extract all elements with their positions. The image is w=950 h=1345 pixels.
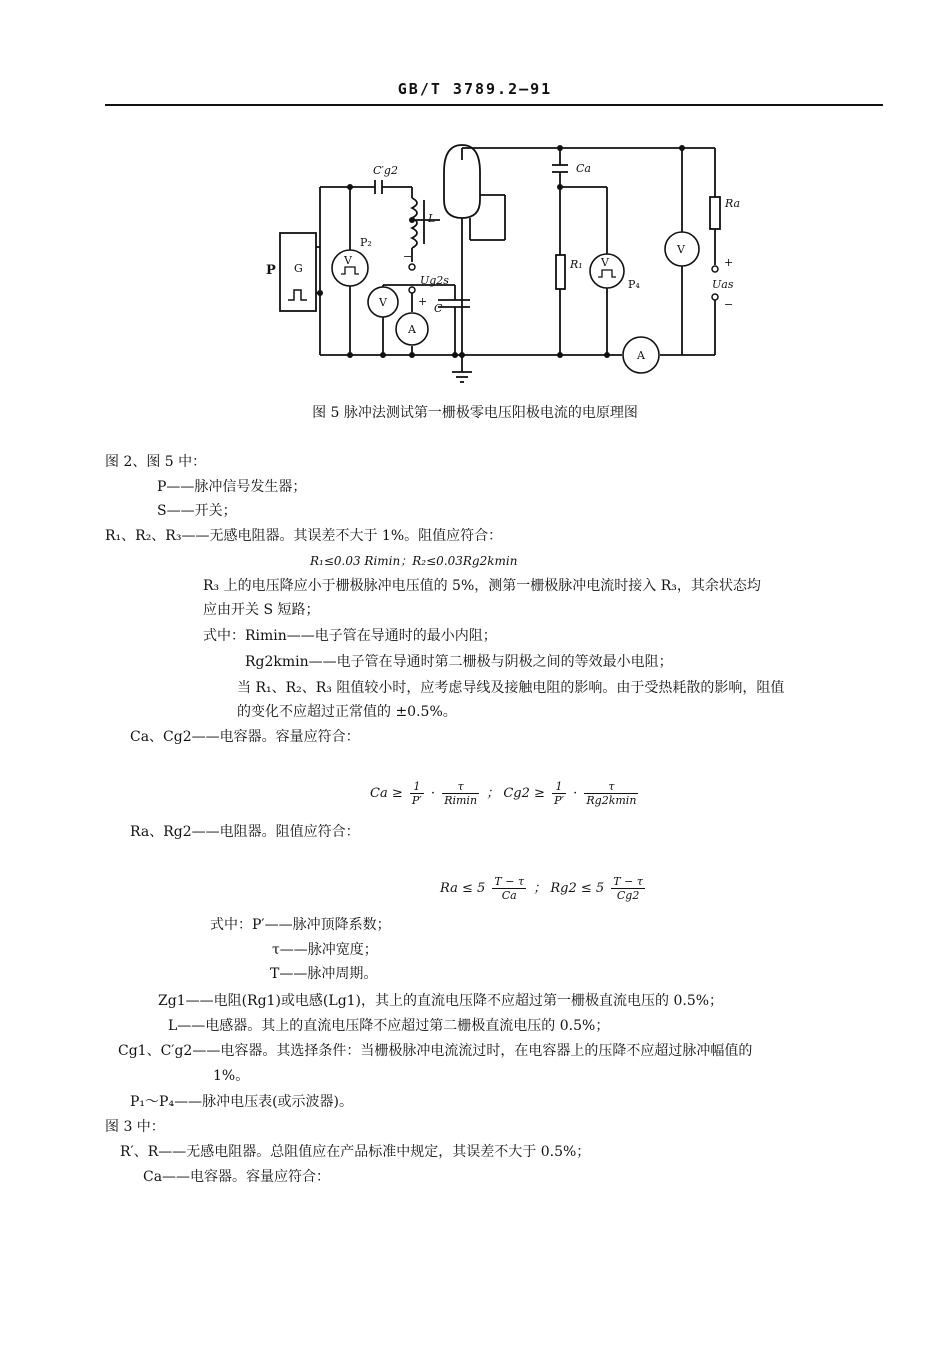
text-line: 式中：P′——脉冲顶降系数； (210, 917, 391, 933)
ug2s-label: Ug2s (420, 274, 449, 287)
v-label-g2: V (379, 296, 387, 309)
fraction-numerator: τ (442, 780, 479, 794)
figure-caption: 图 5 脉冲法测试第一栅极零电压阳极电流的电原理图 (312, 405, 638, 421)
text-line: R′、R——无感电阻器。总阻值应在产品标准中规定，其误差不大于 0.5%； (120, 1144, 591, 1160)
text-line: S——开关； (157, 503, 237, 519)
a-label-anode: A (637, 349, 645, 362)
v-label-p4: V (601, 256, 609, 269)
text-line: 当 R₁、R₂、R₃ 阻值较小时，应考虑导线及接触电阻的影响。由于受热耗散的影响，阻值 (237, 680, 785, 696)
fraction-numerator: τ (584, 780, 638, 794)
a-label-g2: A (408, 323, 416, 336)
cg2-label: C′g2 (373, 164, 398, 177)
text-line: R₃ 上的电压降应小于栅极脉冲电压值的 5%，测第一栅极脉冲电流时接入 R₃，其余状态均 (203, 578, 761, 594)
minus-ug2s: − (403, 250, 413, 263)
text-line: Zg1——电阻(Rg1)或电感(Lg1)，其上的直流电压降不应超过第一栅极直流电压的 0.5%； (158, 993, 724, 1009)
r1-label: R₁ (570, 258, 583, 271)
formula-resistance (440, 875, 648, 902)
v-label-a: V (677, 243, 685, 256)
text-line: τ——脉冲宽度； (272, 942, 378, 958)
fraction-denominator: P′ (554, 794, 564, 807)
formula-separator: ； (486, 786, 500, 801)
formula-r1-r2: R₁≤0.03 Rimin；R₂≤0.03Rg2kmin (310, 554, 518, 568)
fraction-denominator: Ca (501, 889, 517, 902)
fraction-numerator: T − τ (494, 875, 525, 888)
plus-ug2s: + (418, 295, 428, 308)
text-line: P——脉冲信号发生器； (157, 479, 307, 495)
text-line: Ra、Rg2——电阻器。阻值应符合： (130, 824, 360, 840)
text-line: 1%。 (213, 1068, 250, 1084)
fraction-denominator: P′ (411, 794, 422, 807)
text-line: 图 3 中： (105, 1119, 165, 1135)
text-line: Ca、Cg2——电容器。容量应符合： (130, 729, 360, 745)
text-line: Ca——电容器。容量应符合： (143, 1169, 331, 1185)
fraction-numerator: 1 (410, 780, 424, 794)
page-header: GB/T 3789.2—91 (397, 80, 553, 98)
circuit-diagram (0, 0, 950, 400)
text-line: 图 2、图 5 中： (105, 454, 207, 470)
formula-operator: · (573, 786, 578, 801)
formula-term: Rg2 ≤ 5 (550, 881, 605, 896)
p2-label: P₂ (360, 236, 372, 249)
p-label: P (266, 263, 276, 278)
text-line: Cg1、C′g2——电容器。其选择条件：当栅极脉冲电流流过时，在电容器上的压降不应超过脉冲幅值的 (118, 1043, 753, 1059)
fraction-numerator: 1 (552, 780, 566, 794)
p4-label: P₄ (628, 278, 640, 291)
c-label: C (434, 302, 443, 315)
plus-uas: + (724, 256, 734, 269)
text-line: R₁、R₂、R₃——无感电阻器。其误差不大于 1%。阻值应符合： (105, 528, 503, 544)
fraction-numerator: T − τ (613, 875, 643, 888)
text-line: P₁～P₄——脉冲电压表(或示波器)。 (130, 1094, 353, 1110)
formula-term: Ca ≥ (370, 786, 403, 801)
uas-label: Uas (712, 278, 734, 291)
formula-capacitance (370, 780, 641, 807)
generator-label: G (294, 262, 303, 275)
v-label-p2: V (344, 254, 352, 267)
fraction-denominator: Cg2 (616, 889, 640, 902)
ca-label: Ca (576, 162, 591, 175)
text-line: 的变化不应超过正常值的 ±0.5%。 (237, 704, 457, 720)
text-line: 式中：Rimin——电子管在导通时的最小内阻； (203, 628, 497, 644)
formula-term: Cg2 ≥ (503, 786, 545, 801)
fraction-denominator: Rimin (444, 794, 478, 807)
fraction-denominator: Rg2kmin (586, 794, 637, 807)
text-line: 应由开关 S 短路； (203, 602, 320, 618)
formula-separator: ； (533, 881, 547, 896)
formula-term: Ra ≤ 5 (440, 881, 486, 896)
text-line: T——脉冲周期。 (270, 966, 378, 982)
text-line: L——电感器。其上的直流电压降不应超过第二栅极直流电压的 0.5%； (168, 1018, 610, 1034)
minus-uas: − (724, 298, 734, 311)
formula-operator: · (430, 786, 436, 801)
l-label: L (428, 212, 436, 225)
ra-label: Ra (725, 197, 741, 210)
text-line: Rg2kmin——电子管在导通时第二栅极与阴极之间的等效最小电阻； (245, 654, 673, 670)
